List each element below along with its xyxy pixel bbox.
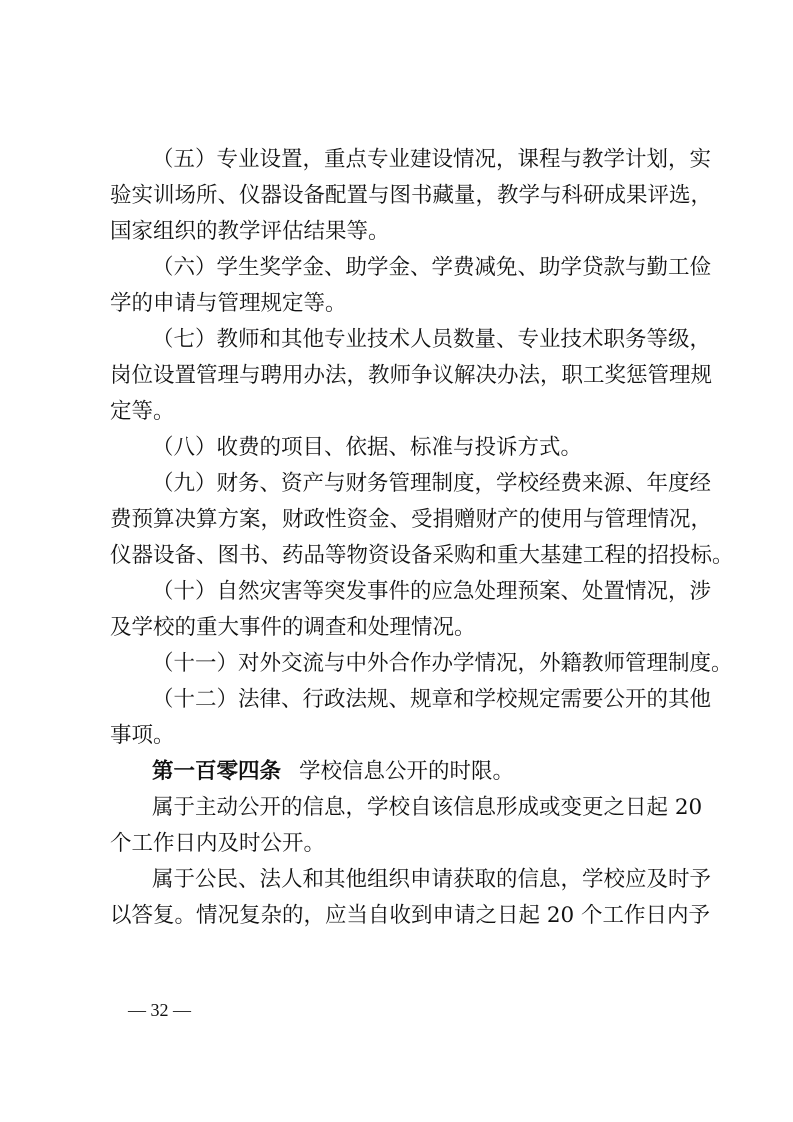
page-number: — 32 — — [128, 1000, 191, 1020]
text-line: （十二）法律、行政法规、规章和学校规定需要公开的其他 — [152, 687, 712, 712]
text-line: （十一）对外交流与中外合作办学情况，外籍教师管理制度。 — [152, 651, 733, 676]
text-line: 定等。 — [110, 399, 175, 424]
text-line: 属于主动公开的信息，学校自该信息形成或变更之日起 20 — [152, 795, 703, 820]
text-line: 费预算决算方案，财政性资金、受捐赠财产的使用与管理情况， — [110, 507, 713, 532]
text-line: 仪器设备、图书、药品等物资设备采购和重大基建工程的招投标。 — [110, 543, 734, 568]
text-line: （五）专业设置，重点专业建设情况，课程与教学计划，实 — [152, 147, 712, 172]
text-line: （七）教师和其他专业技术人员数量、专业技术职务等级， — [152, 327, 712, 352]
article-heading: 第一百零四条 — [152, 759, 282, 784]
text-line: 及学校的重大事件的调查和处理情况。 — [110, 615, 476, 640]
text-line: 学的申请与管理规定等。 — [110, 291, 347, 316]
text-line: （九）财务、资产与财务管理制度，学校经费来源、年度经 — [152, 471, 712, 496]
text-line: 国家组织的教学评估结果等。 — [110, 219, 390, 244]
text-line: 个工作日内及时公开。 — [110, 831, 326, 856]
text-line: （八）收费的项目、依据、标准与投诉方式。 — [152, 435, 583, 460]
text-line: （十）自然灾害等突发事件的应急处理预案、处置情况，涉 — [152, 579, 712, 604]
article-line — [110, 754, 690, 790]
text-line: 以答复。情况复杂的，应当自收到申请之日起 20 个工作日内予 — [110, 903, 711, 928]
text-line: 属于公民、法人和其他组织申请获取的信息，学校应及时予 — [152, 867, 712, 892]
text-line: 岗位设置管理与聘用办法，教师争议解决办法，职工奖惩管理规 — [110, 363, 713, 388]
text-line: 事项。 — [110, 723, 175, 748]
text-line: （六）学生奖学金、助学金、学费减免、助学贷款与勤工俭 — [152, 255, 712, 280]
text-line: 验实训场所、仪器设备配置与图书藏量，教学与科研成果评选， — [110, 183, 713, 208]
article-title: 学校信息公开的时限。 — [299, 759, 515, 784]
